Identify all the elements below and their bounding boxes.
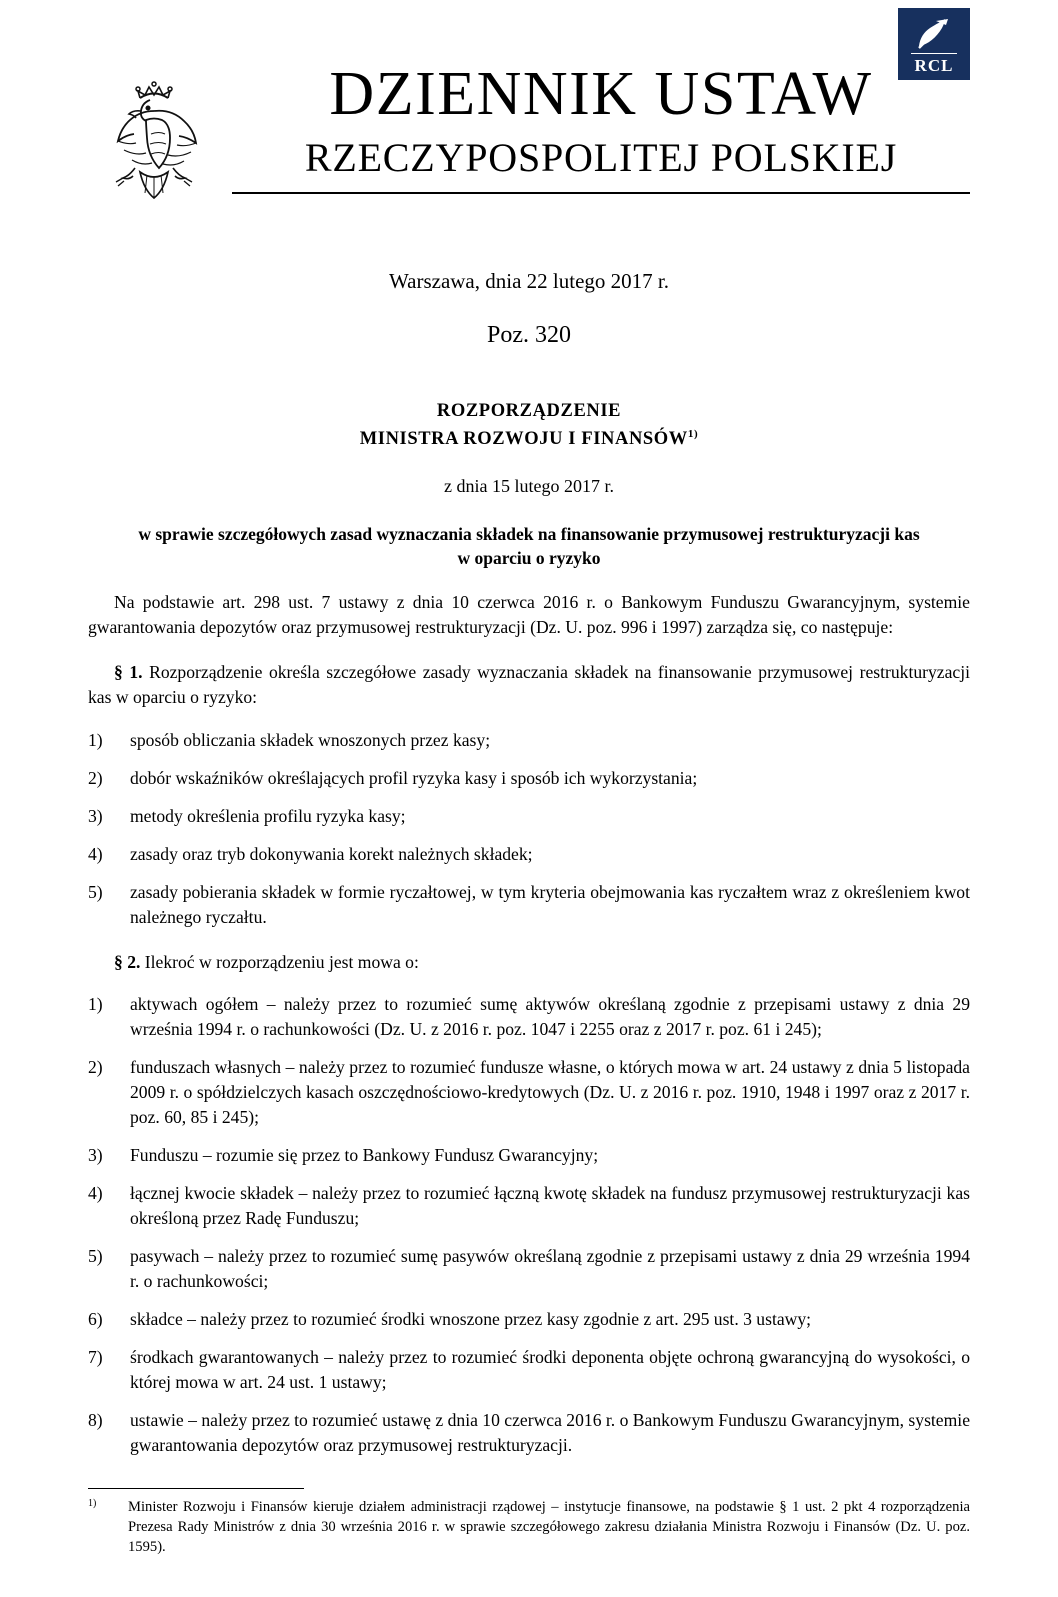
- list-item: [88, 1345, 970, 1395]
- preamble-paragraph: Na podstawie art. 298 ust. 7 ustawy z dnia 10 czerwca 2016 r. o Bankowym Funduszu Gwarancyjnym, systemie gwarantowania depozytów oraz przymusowej restrukturyzacji (Dz. U. poz. 996 i 1997) zarządza się, co następuje:: [88, 592, 970, 638]
- rcl-logo-badge: [898, 8, 970, 80]
- paragraph-2: [88, 950, 970, 975]
- list-item-text: łącznej kwocie składek – należy przez to rozumieć łączną kwotę składek na fundusz przymusowej restrukturyzacji kas określoną przez Radę Funduszu;: [130, 1183, 970, 1229]
- list-item-number: 3): [88, 1145, 103, 1166]
- footnote-marker: 1): [88, 1497, 97, 1509]
- list-item: [88, 1055, 970, 1130]
- masthead-divider: [232, 192, 970, 194]
- list-item: [88, 766, 970, 791]
- list-item-number: 3): [88, 805, 103, 826]
- list-item-text: funduszach własnych – należy przez to rozumieć fundusze własne, o których mowa w art. 24 ustawy z dnia 5 listopada 2009 r. o spółdzielczych kasach oszczędnościowo-kredytowych (Dz. U. z 2016 r. poz. 1910, 1948 i 1997 oraz z 2017 r. poz. 60, 85 i 245);: [130, 1057, 970, 1128]
- list-item-text: zasady pobierania składek w formie ryczałtowej, w tym kryteria obejmowania kas ryczałtem wraz z określeniem kwot należnego ryczałtu.: [130, 881, 970, 927]
- paragraph-2-text: Ilekroć w rozporządzeniu jest mowa o:: [144, 951, 419, 972]
- list-item-number: 6): [88, 1308, 103, 1329]
- list-item-number: 8): [88, 1409, 103, 1430]
- footnote-text: Minister Rozwoju i Finansów kieruje działem administracji rządowej – instytucje finansowe, na podstawie § 1 ust. 2 pkt 4 rozporządzenia Prezesa Rady Ministrów z dnia 30 września 2016 r. w sprawie szczegółowego zakresu działania Ministra Rozwoju i Finansów (Dz. U. poz. 1595).: [128, 1498, 970, 1556]
- list-item-number: 4): [88, 843, 103, 864]
- act-subject: [88, 523, 970, 570]
- paragraph-1-list: [88, 728, 970, 930]
- list-item: [88, 1307, 970, 1332]
- quill-icon: [914, 16, 954, 52]
- list-item-number: 2): [88, 767, 103, 788]
- position-number: Poz. 320: [487, 322, 571, 348]
- list-item-number: 1): [88, 994, 103, 1015]
- list-item-number: 7): [88, 1346, 103, 1367]
- act-type: ROZPORZĄDZENIE: [436, 401, 622, 421]
- footnote: [88, 1497, 970, 1557]
- act-organ-footnote-marker: 1): [687, 428, 699, 440]
- act-date: z dnia 15 lutego 2017 r.: [444, 476, 614, 497]
- page-subtitle: RZECZYPOSPOLITEJ POLSKIEJ: [304, 135, 898, 181]
- act-subject-line-1: w sprawie szczegółowych zasad wyznaczania składek na finansowanie przymusowej restrukturyzacji kas: [138, 524, 920, 545]
- paragraph-1: [88, 660, 970, 710]
- list-item-number: 2): [88, 1057, 103, 1078]
- list-item-text: metody określenia profilu ryzyka kasy;: [130, 805, 406, 826]
- list-item-number: 5): [88, 1246, 103, 1266]
- footnote-area: [88, 1488, 970, 1597]
- footnote-divider: [88, 1488, 304, 1489]
- list-item-text: pasywach – należy przez to rozumieć sumę pasywów określaną zgodnie z przepisami ustawy z dnia 29 września 1994 r. o rachunkowości;: [130, 1246, 970, 1291]
- paragraph-1-text: Rozporządzenie określa szczegółowe zasady wyznaczania składek na finansowanie przymusowej restrukturyzacji kas w oparciu o ryzyko:: [88, 662, 971, 708]
- masthead: [88, 0, 970, 223]
- list-item-text: dobór wskaźników określających profil ryzyka kasy i sposób ich wykorzystania;: [130, 767, 698, 788]
- list-item-text: aktywach ogółem – należy przez to rozumieć sumę aktywów określaną zgodnie z przepisami ustawy z dnia 29 września 1994 r. o rachunkowości (Dz. U. z 2016 r. poz. 1047 i 2255 oraz z 2017 r. poz. 61 i 245);: [130, 994, 970, 1040]
- rcl-logo-label: RCL: [911, 53, 957, 74]
- act-organ: [88, 428, 970, 450]
- list-item-text: składce – należy przez to rozumieć środki wnoszone przez kasy zgodnie z art. 295 ust. 3 ustawy;: [130, 1308, 812, 1329]
- place-and-date: Warszawa, dnia 22 lutego 2017 r.: [389, 269, 669, 293]
- list-item: [88, 1408, 970, 1458]
- list-item: [88, 1143, 970, 1168]
- list-item: [88, 1244, 970, 1294]
- list-item: [88, 842, 970, 867]
- list-item: [88, 804, 970, 829]
- list-item-number: 1): [88, 729, 103, 750]
- page-title: DZIENNIK USTAW: [329, 60, 873, 128]
- list-item-number: 5): [88, 881, 103, 902]
- paragraph-2-list: [88, 992, 970, 1458]
- list-item-text: zasady oraz tryb dokonywania korekt należnych składek;: [130, 843, 533, 864]
- list-item-text: ustawie – należy przez to rozumieć ustawę z dnia 10 czerwca 2016 r. o Bankowym Funduszu Gwarancyjnym, systemie gwarantowania depozytów oraz przymusowej restrukturyzacji.: [130, 1409, 970, 1455]
- paragraph-2-label: § 2.: [114, 951, 141, 972]
- list-item: [88, 880, 970, 930]
- list-item: [88, 728, 970, 753]
- list-item: [88, 992, 970, 1042]
- list-item-number: 4): [88, 1183, 103, 1204]
- act-subject-line-2: w oparciu o ryzyko: [457, 547, 601, 568]
- polish-eagle-emblem: [88, 62, 220, 223]
- list-item-text: środkach gwarantowanych – należy przez to rozumieć środki deponenta objęte ochroną gwarancyjną do wysokości, o której mowa w art. 24 ust. 1 ustawy;: [130, 1346, 970, 1392]
- list-item-text: Funduszu – rozumie się przez to Bankowy Fundusz Gwarancyjny;: [130, 1145, 599, 1166]
- list-item: [88, 1181, 970, 1231]
- paragraph-1-label: § 1.: [114, 662, 143, 683]
- list-item-text: sposób obliczania składek wnoszonych przez kasy;: [130, 729, 491, 750]
- act-organ-label: MINISTRA ROZWOJU I FINANSÓW: [359, 429, 688, 450]
